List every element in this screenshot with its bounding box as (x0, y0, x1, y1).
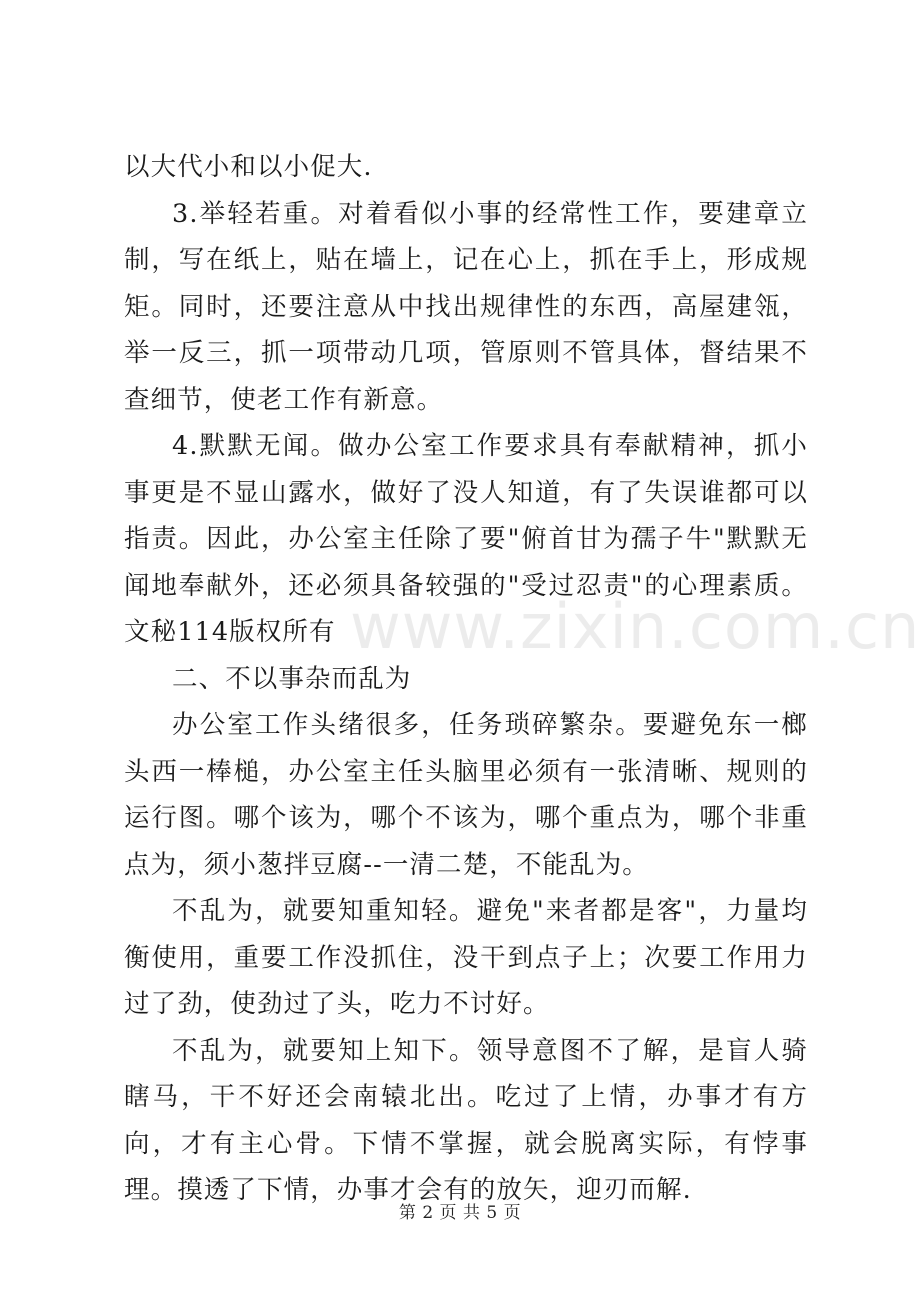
paragraph-2: 3.举轻若重。对着看似小事的经常性工作，要建章立制，写在纸上，贴在墙上，记在心上，抓在手上，形成规矩。同时，还要注意从中找出规律性的东西，高屋建瓴，举一反三，抓一项带动几项，管原则不管具体，督结果不查细节，使老工作有新意。 (124, 198, 808, 415)
document-body (124, 144, 808, 1214)
paragraph-6: 不乱为，就要知重知轻。避免"来者都是客"，力量均衡使用，重要工作没抓住，没干到点子上；次要工作用力过了劲，使劲过了头，吃力不讨好。 (124, 896, 808, 1019)
paragraph-7: 不乱为，就要知上知下。领导意图不了解，是盲人骑瞎马，干不好还会南辕北出。吃过了上情，办事才有方向，才有主心骨。下情不掌握，就会脱离实际，有悖事理。摸透了下情，办事才会有的放矢，迎刃而解. (124, 1035, 808, 1205)
paragraph-5: 办公室工作头绪很多，任务琐碎繁杂。要避免东一榔头西一棒槌，办公室主任头脑里必须有一张清晰、规则的运行图。哪个该为，哪个不该为，哪个重点为，哪个非重点为，须小葱拌豆腐--一清二楚，不能乱为。 (124, 710, 808, 880)
paragraph-1: 以大代小和以小促大. (124, 152, 373, 182)
page-number-footer: 第 2 页 共 5 页 (398, 1203, 522, 1223)
section-heading: 二、不以事杂而乱为 (172, 663, 412, 694)
watermark: www.zixin.com.cn (350, 590, 920, 663)
paragraph-3: 4.默默无闻。做办公室工作要求具有奉献精神，抓小事更是不显山露水，做好了没人知道，有了失误谁都可以指责。因此，办公室主任除了要"俯首甘为孺子牛"默默无闻地奉献外，还必须具备较强的"受过忍责"的心理素质。文秘114版权所有 (124, 431, 808, 647)
